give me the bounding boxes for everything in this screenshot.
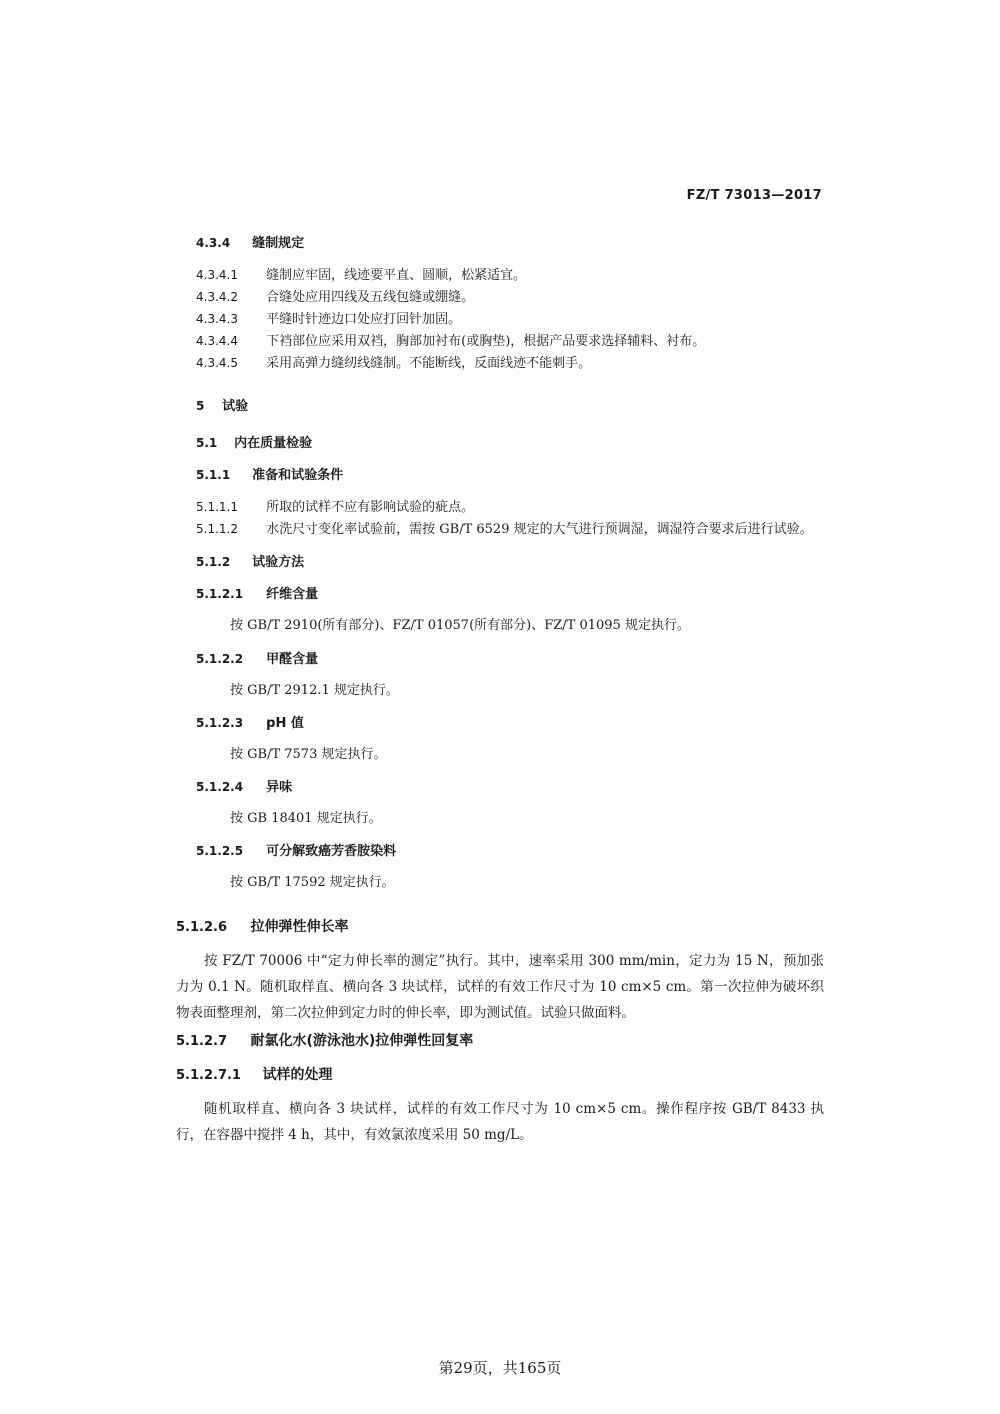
body-5-1-2-7-1: 随机取样直、横向各 3 块试样，试样的有效工作尺寸为 10 cm×5 cm。操作程序按 GB/T 8433 执行，在容器中搅拌 4 h，其中，有效氯浓度采用 50 mg/L。	[176, 1101, 824, 1143]
heading-5-1-2-7-1	[176, 1066, 332, 1085]
clause-number: 4.3.4.5	[196, 356, 238, 370]
heading-5-1-2-7	[176, 1032, 473, 1051]
heading-number: 5.1.2	[196, 555, 231, 569]
heading-title: 试样的处理	[262, 1067, 333, 1083]
clause-number: 4.3.4.2	[196, 290, 238, 304]
clause-text: 所取的试样不应有影响试验的疵点。	[266, 500, 475, 515]
heading-title: 异味	[266, 780, 293, 795]
clause-number: 4.3.4.3	[196, 312, 238, 326]
clause-4-3-4-1	[196, 266, 526, 285]
clause-5-1-1-2	[196, 520, 813, 539]
heading-title: 缝制规定	[252, 236, 305, 251]
clause-text: 水洗尺寸变化率试验前，需按 GB/T 6529 规定的大气进行预调湿，调湿符合要求后进行试验。	[266, 522, 813, 537]
heading-title: 拉伸弹性伸长率	[250, 919, 349, 935]
heading-5-1-2	[196, 553, 304, 572]
clause-text: 合缝处应用四线及五线包缝或绷缝。	[266, 290, 475, 305]
body-5-1-2-1: 按 GB/T 2910(所有部分)、FZ/T 01057(所有部分)、FZ/T 01095 规定执行。	[230, 618, 690, 633]
clause-4-3-4-3	[196, 310, 461, 329]
clause-text: 采用高弹力缝纫线缝制。不能断线，反面线迹不能刺手。	[266, 356, 592, 371]
heading-5	[196, 397, 248, 416]
body-5-1-2-3: 按 GB/T 7573 规定执行。	[230, 747, 387, 762]
heading-number: 5.1.2.7	[176, 1034, 227, 1049]
clause-number: 5.1.1.2	[196, 522, 238, 536]
standard-code: FZ/T 73013—2017	[686, 188, 822, 203]
heading-number: 4.3.4	[196, 236, 231, 250]
heading-number: 5.1.2.5	[196, 844, 244, 858]
heading-5-1-1	[196, 466, 343, 485]
heading-4-3-4	[196, 234, 304, 253]
heading-title: 内在质量检验	[234, 436, 313, 451]
heading-title: 试验	[222, 399, 249, 414]
heading-title: 甲醛含量	[266, 652, 319, 667]
body-5-1-2-2: 按 GB/T 2912.1 规定执行。	[230, 683, 399, 698]
heading-5-1	[196, 434, 312, 453]
heading-5-1-2-1	[196, 585, 318, 604]
clause-text: 缝制应牢固，线迹要平直、圆顺，松紧适宜。	[266, 268, 527, 283]
heading-title: 试验方法	[252, 555, 305, 570]
page-number-footer: 第29页，共165页	[438, 1359, 562, 1377]
clause-number: 5.1.1.1	[196, 500, 238, 514]
heading-number: 5.1.2.4	[196, 780, 244, 794]
clause-4-3-4-5	[196, 354, 591, 373]
heading-number: 5	[196, 399, 205, 413]
heading-number: 5.1.2.2	[196, 652, 244, 666]
body-5-1-2-5: 按 GB/T 17592 规定执行。	[230, 875, 395, 890]
clause-4-3-4-4	[196, 332, 705, 351]
body-5-1-2-4: 按 GB 18401 规定执行。	[230, 811, 382, 826]
heading-number: 5.1	[196, 436, 218, 450]
heading-5-1-2-4	[196, 778, 292, 797]
heading-5-1-2-3	[196, 714, 304, 733]
clause-text: 下裆部位应采用双裆，胸部加衬布(或胸垫)，根据产品要求选择辅料、衬布。	[266, 334, 706, 349]
heading-title: 可分解致癌芳香胺染料	[266, 844, 397, 859]
heading-number: 5.1.2.1	[196, 587, 244, 601]
heading-5-1-2-6	[176, 918, 348, 937]
heading-number: 5.1.2.6	[176, 920, 227, 935]
heading-number: 5.1.1	[196, 468, 231, 482]
clause-number: 4.3.4.4	[196, 334, 238, 348]
heading-number: 5.1.2.7.1	[176, 1068, 241, 1083]
heading-title: 准备和试验条件	[252, 468, 344, 483]
heading-title: pH 值	[266, 716, 304, 731]
heading-title: 纤维含量	[266, 587, 319, 602]
clause-number: 4.3.4.1	[196, 268, 238, 282]
clause-text: 平缝时针迹边口处应打回针加固。	[266, 312, 462, 327]
heading-number: 5.1.2.3	[196, 716, 244, 730]
heading-5-1-2-2	[196, 650, 318, 669]
body-5-1-2-6: 按 FZ/T 70006 中“定力伸长率的测定”执行。其中，速率采用 300 mm/min，定力为 15 N，预加张力为 0.1 N。随机取样直、横向各 3 块试样，试样的有效工作尺寸为 10 cm×5 cm。第一次拉伸为破坏织物表面整理剂，第二次拉伸到定力时的伸长率，即为测试值。试验只做面料。	[176, 953, 824, 1021]
clause-4-3-4-2	[196, 288, 474, 307]
heading-5-1-2-5	[196, 842, 396, 861]
clause-5-1-1-1	[196, 498, 474, 517]
heading-title: 耐氯化水(游泳池水)拉伸弹性回复率	[250, 1033, 474, 1049]
